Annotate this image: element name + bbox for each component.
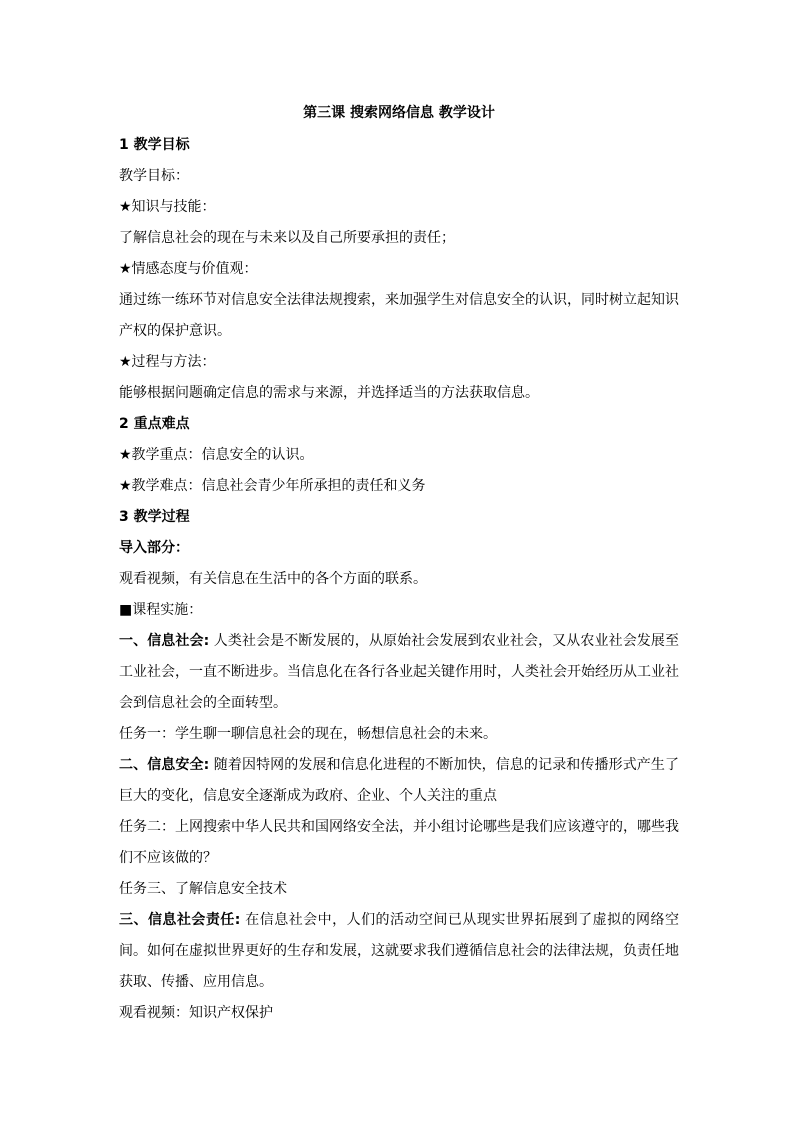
document-title: 第三课 搜索网络信息 教学设计 — [303, 105, 495, 121]
implementation-label: ■课程实施： — [119, 602, 203, 618]
video-ip-protection: 观看视频：知识产权保护 — [119, 1005, 273, 1021]
part-social-responsibility-text: 在信息社会中，人们的活动空间已从现实世界拓展到了虚拟的网络空间。如何在虚拟世界更好的生存和发展，这就要求我们遵循信息社会的法律法规，负责任地获取、传播、应用信息。 — [119, 912, 679, 990]
process-text: 能够根据问题确定信息的需求与来源，并选择适当的方法获取信息。 — [119, 385, 539, 401]
process-label: ★过程与方法： — [119, 354, 216, 370]
part-information-society-text: 人类社会是不断发展的，从原始社会发展到农业社会，又从农业社会发展至工业社会，一直不断进步。当信息化在各行各业起关键作用时，人类社会开始经历从工业社会到信息社会的全面转型。 — [119, 633, 679, 711]
part-information-security-text: 随着因特网的发展和信息化进程的不断加快，信息的记录和传播形式产生了巨大的变化，信息安全逐渐成为政府、企业、个人关注的重点 — [119, 757, 679, 804]
intro-label: 导入部分： — [119, 540, 189, 556]
task-two: 任务二：上网搜索中华人民共和国网络安全法，并小组讨论哪些是我们应该遵守的，哪些我们不应该做的？ — [119, 819, 679, 866]
part-social-responsibility-title: 三、信息社会责任: — [119, 912, 241, 928]
knowledge-text: 了解信息社会的现在与未来以及自己所要承担的责任； — [119, 230, 455, 246]
part-social-responsibility — [119, 905, 679, 998]
part-information-security-title: 二、信息安全: — [119, 757, 210, 773]
difficult-point: ★教学难点：信息社会青少年所承担的责任和义务 — [119, 478, 426, 494]
task-one: 任务一：学生聊一聊信息社会的现在，畅想信息社会的未来。 — [119, 726, 497, 742]
task-three: 任务三、了解信息安全技术 — [119, 881, 287, 897]
document-page — [119, 100, 679, 1029]
part-information-society-title: 一、信息社会: — [119, 633, 210, 649]
emotion-label: ★情感态度与价值观： — [119, 261, 258, 277]
key-point: ★教学重点：信息安全的认识。 — [119, 447, 314, 463]
part-information-society — [119, 626, 679, 719]
section-heading-process: 3 教学过程 — [119, 509, 190, 525]
section-heading-keypoints: 2 重点难点 — [119, 416, 190, 432]
part-information-security — [119, 750, 679, 812]
emotion-text: 通过练一练环节对信息安全法律法规搜索，来加强学生对信息安全的认识，同时树立起知识产权的保护意识。 — [119, 292, 679, 339]
knowledge-label: ★知识与技能： — [119, 199, 216, 215]
intro-text: 观看视频，有关信息在生活中的各个方面的联系。 — [119, 571, 427, 587]
section-heading-goals: 1 教学目标 — [119, 137, 190, 153]
goals-label: 教学目标： — [119, 168, 189, 184]
